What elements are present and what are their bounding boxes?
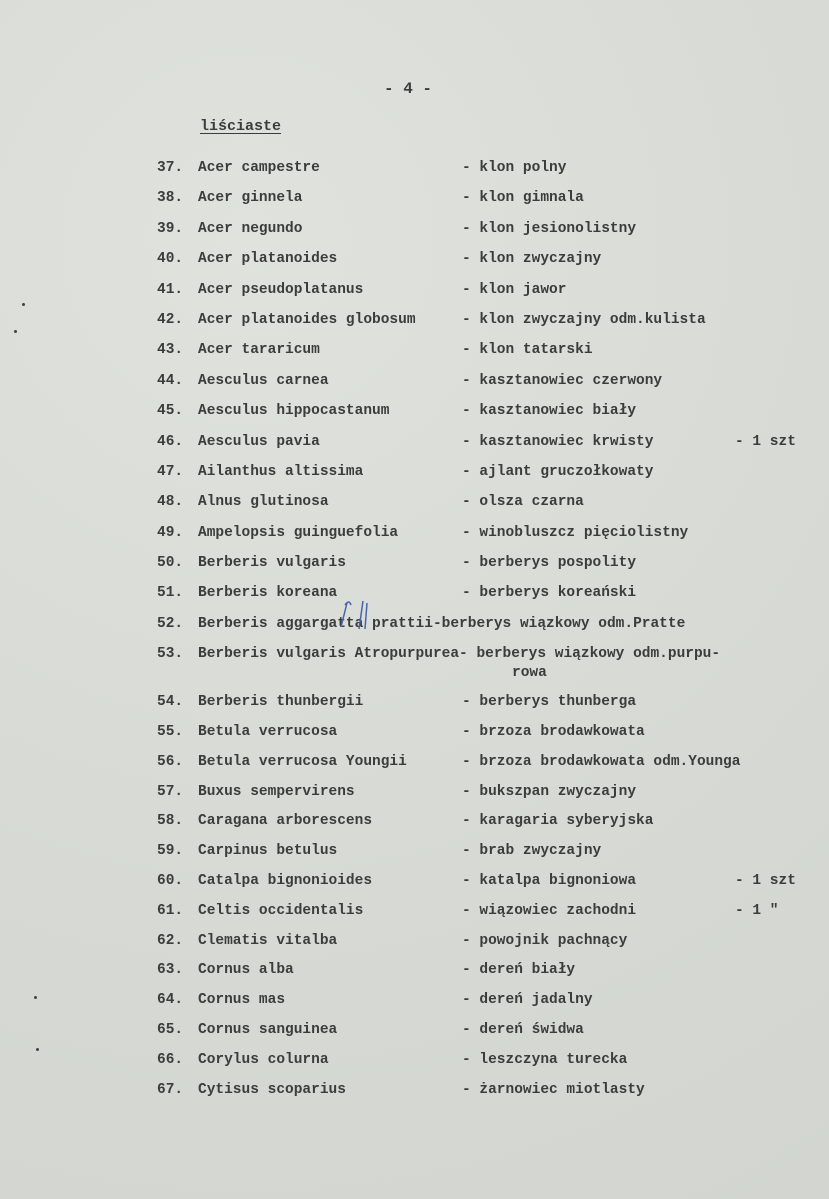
item-number: 60. [157,873,184,890]
latin-name: Berberis vulgaris [198,555,346,572]
handwritten-correction-mark [335,597,375,633]
item-number: 56. [157,753,184,770]
list-item [0,1022,829,1052]
polish-name: - brab zwyczajny [462,843,602,860]
latin-name: Cornus alba [198,962,294,979]
list-item [0,1082,829,1112]
list-item [0,403,829,433]
polish-name: - olsza czarna [462,494,584,511]
list-item [0,1052,829,1082]
item-number: 39. [157,220,184,237]
species-list [0,160,829,1111]
latin-name: Acer pseudoplatanus [198,281,364,298]
item-number: 40. [157,251,184,268]
list-item [0,251,829,281]
polish-name: - bukszpan zwyczajny [462,783,637,800]
item-number: 66. [157,1051,184,1068]
section-heading: liściaste [200,118,282,135]
page-number: - 4 - [384,80,433,98]
item-number: 65. [157,1022,184,1039]
polish-name: - klon zwyczajny [462,251,602,268]
polish-name: - brzoza brodawkowata odm.Younga [462,753,741,770]
item-number: 37. [157,160,184,176]
polish-name: - klon jesionolistny [462,220,637,237]
list-item [0,813,829,843]
polish-name: - kasztanowiec czerwony [462,372,663,389]
item-number: 63. [157,962,184,979]
latin-name: Betula verrucosa [198,724,338,741]
item-number: 64. [157,992,184,1009]
latin-name: Clematis vitalba [198,932,338,949]
polish-name: - powojnik pachnący [462,932,628,949]
item-number: 38. [157,190,184,207]
item-number: 53. [157,646,184,663]
list-item [0,555,829,585]
item-number: 61. [157,902,184,919]
quantity-note: - 1 " [735,902,779,919]
latin-name: Ampelopsis guinguefolia [198,524,399,541]
list-item [0,873,829,903]
polish-name: - kasztanowiec krwisty [462,433,654,450]
item-text: Berberis aggargatta prattii-berberys wiązkowy odm.Pratte [198,615,686,632]
list-item [0,784,829,814]
latin-name: Aesculus carnea [198,372,329,389]
punch-mark [22,303,25,306]
latin-name: Acer platanoides globosum [198,311,416,328]
polish-name: - dereń jadalny [462,992,593,1009]
polish-name: - klon polny [462,160,567,176]
polish-name: - klon tatarski [462,342,593,359]
list-item [0,585,829,615]
item-number: 43. [157,342,184,359]
polish-name: - dereń świdwa [462,1022,584,1039]
latin-name: Acer ginnela [198,190,303,207]
latin-name: Carpinus betulus [198,843,338,860]
list-item [0,724,829,754]
list-item [0,221,829,251]
list-item [0,933,829,963]
item-number: 46. [157,433,184,450]
polish-name: - berberys koreański [462,585,637,602]
punch-mark [14,330,17,333]
list-item [0,992,829,1022]
list-item [0,525,829,555]
quantity-note: - 1 szt [735,433,796,450]
list-item [0,646,829,694]
item-number: 51. [157,585,184,602]
polish-name: - żarnowiec miotlasty [462,1081,645,1098]
polish-name: - katalpa bignoniowa [462,873,637,890]
latin-name: Cytisus scoparius [198,1081,346,1098]
punch-mark [36,1048,39,1051]
list-item [0,494,829,524]
item-number: 55. [157,724,184,741]
latin-name: Celtis occidentalis [198,902,364,919]
item-text: Berberis vulgaris Atropurpurea- berberys wiązkowy odm.purpu- [198,646,721,663]
list-item [0,373,829,403]
polish-name: - klon zwyczajny odm.kulista [462,311,706,328]
punch-mark [34,996,37,999]
latin-name: Acer platanoides [198,251,338,268]
list-item [0,434,829,464]
list-item [0,312,829,342]
item-number: 42. [157,311,184,328]
item-number: 44. [157,372,184,389]
polish-name: - wiązowiec zachodni [462,902,637,919]
latin-name: Berberis koreana [198,585,338,602]
latin-name: Acer tararicum [198,342,320,359]
polish-name: - karagaria syberyjska [462,813,654,830]
polish-name: - berberys pospolity [462,555,637,572]
polish-name: - brzoza brodawkowata [462,724,645,741]
polish-name: - klon jawor [462,281,567,298]
latin-name: Catalpa bignonioides [198,873,373,890]
polish-name: - berberys thunberga [462,694,637,711]
item-number: 48. [157,494,184,511]
item-number: 41. [157,281,184,298]
polish-name: - winobluszcz pięciolistny [462,524,689,541]
item-number: 59. [157,843,184,860]
latin-name: Buxus sempervirens [198,783,355,800]
list-item [0,464,829,494]
list-item [0,160,829,190]
item-number: 47. [157,463,184,480]
item-number: 54. [157,694,184,711]
item-number: 49. [157,524,184,541]
latin-name: Ailanthus altissima [198,463,364,480]
list-item [0,342,829,372]
latin-name: Cornus sanguinea [198,1022,338,1039]
polish-name: - ajlant gruczołkowaty [462,463,654,480]
item-number: 58. [157,813,184,830]
latin-name: Alnus glutinosa [198,494,329,511]
item-number: 67. [157,1081,184,1098]
latin-name: Acer campestre [198,160,320,176]
polish-name: - dereń biały [462,962,576,979]
polish-name: - klon gimnala [462,190,584,207]
quantity-note: - 1 szt [735,873,796,890]
item-number: 57. [157,783,184,800]
latin-name: Berberis thunbergii [198,694,364,711]
latin-name: Corylus colurna [198,1051,329,1068]
item-number: 45. [157,403,184,420]
latin-name: Betula verrucosa Youngii [198,753,407,770]
list-item [0,694,829,724]
item-number: 62. [157,932,184,949]
item-number: 50. [157,555,184,572]
latin-name: Aesculus hippocastanum [198,403,390,420]
item-number: 52. [157,615,184,632]
latin-name: Acer negundo [198,220,303,237]
latin-name: Cornus mas [198,992,286,1009]
list-item [0,962,829,992]
latin-name: Aesculus pavia [198,433,320,450]
list-item [0,754,829,784]
list-item [0,843,829,873]
list-item [0,616,829,646]
list-item [0,903,829,933]
polish-name: - kasztanowiec biały [462,403,637,420]
latin-name: Caragana arborescens [198,813,373,830]
list-item [0,282,829,312]
list-item [0,190,829,220]
item-continuation: rowa [512,665,547,682]
polish-name: - leszczyna turecka [462,1051,628,1068]
